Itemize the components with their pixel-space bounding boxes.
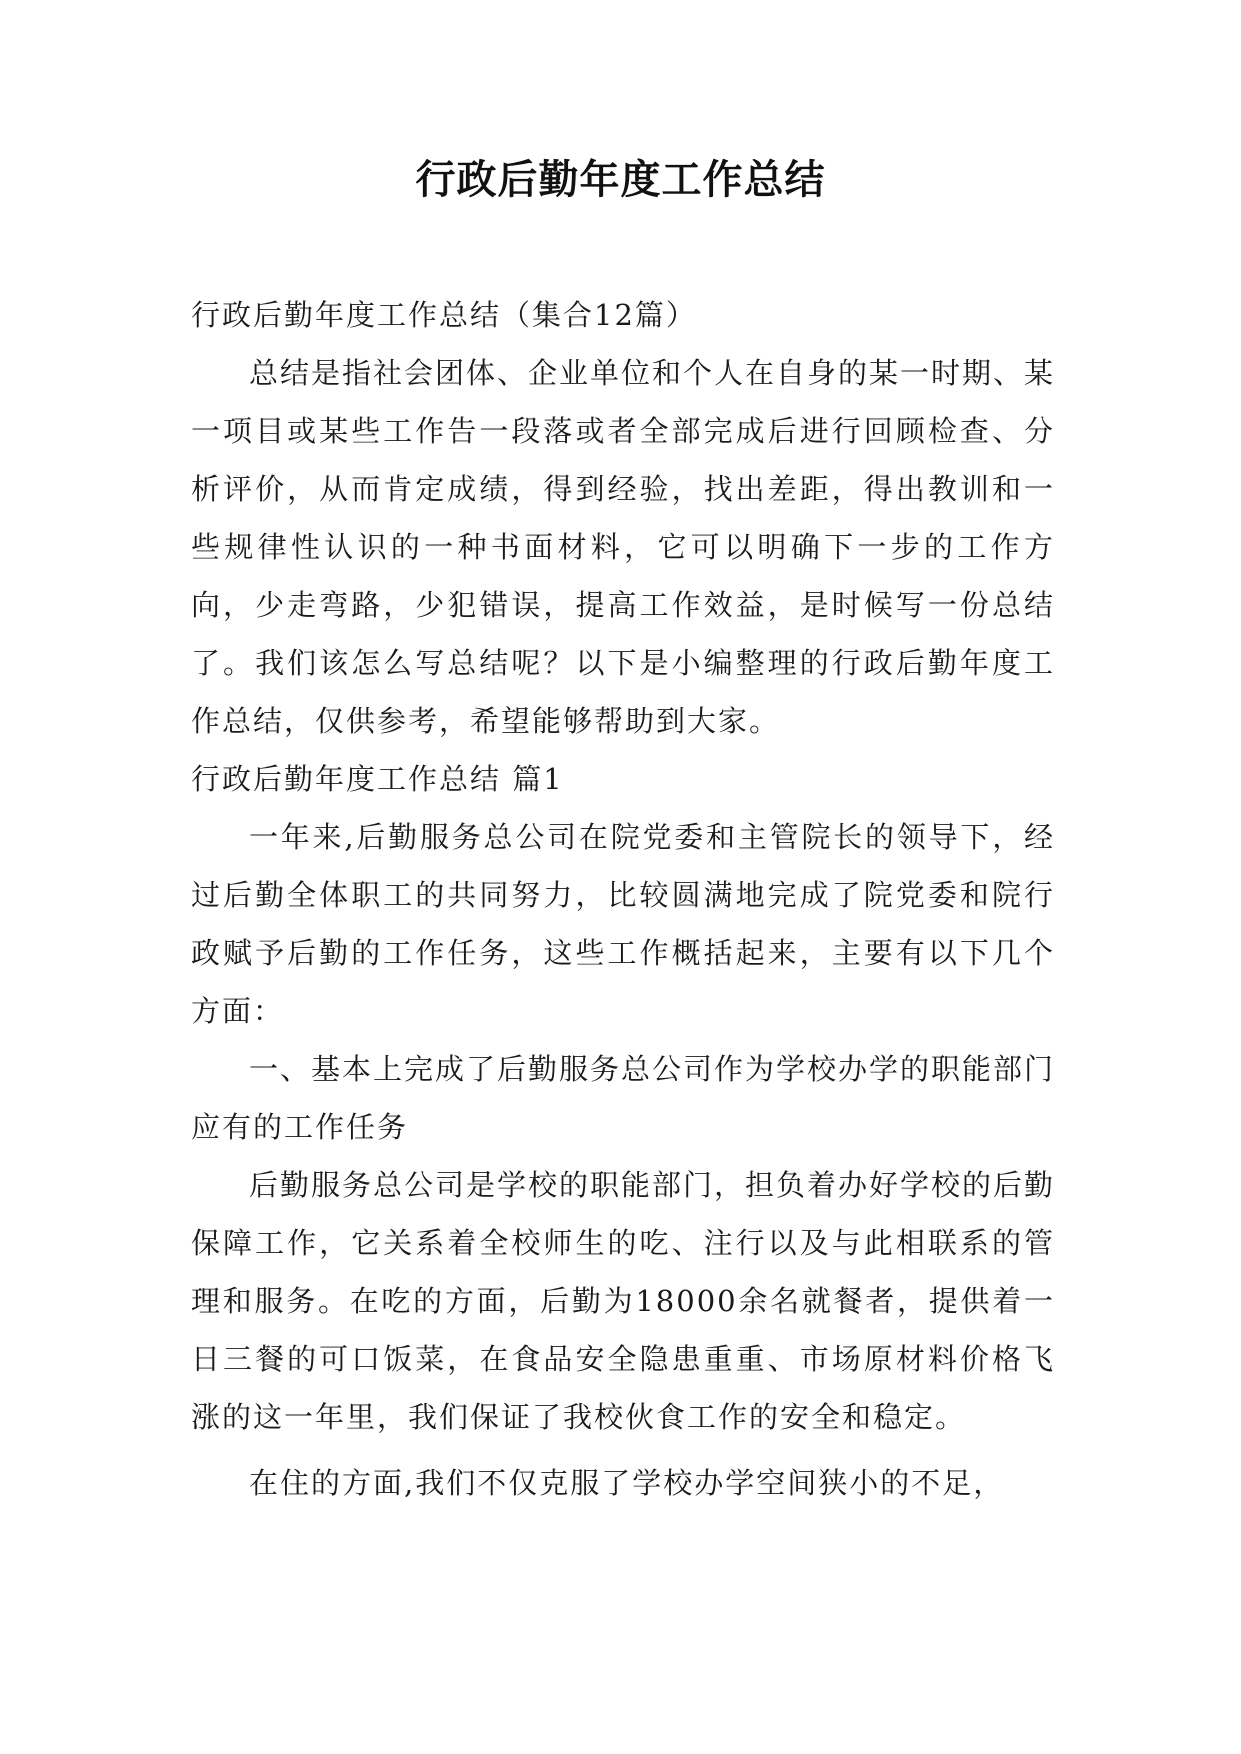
section-heading: 行政后勤年度工作总结 篇1 (191, 762, 564, 796)
paragraph-gap (191, 1446, 1055, 1454)
intro-paragraph: 总结是指社会团体、企业单位和个人在自身的某一时期、某一项目或某些工作告一段落或者全部完成后进行回顾检查、分析评价，从而肯定成绩，得到经验，找出差距，得出教训和一些规律性认识的一种书面材料，它可以明确下一步的工作方向，少走弯路，少犯错误，提高工作效益，是时候写一份总结了。我们该怎么写总结呢？以下是小编整理的行政后勤年度工作总结，仅供参考，希望能够帮助到大家。 (191, 356, 1056, 738)
body-paragraph: 在住的方面,我们不仅克服了学校办学空间狭小的不足， (249, 1466, 1005, 1500)
subtitle-line: 行政后勤年度工作总结（集合12篇） (191, 298, 697, 332)
document-body (191, 286, 1055, 1512)
document-title: 行政后勤年度工作总结 (415, 157, 826, 203)
body-paragraph: 后勤服务总公司是学校的职能部门，担负着办好学校的后勤保障工作，它关系着全校师生的吃、注行以及与此相联系的管理和服务。在吃的方面，后勤为18000余名就餐者，提供着一日三餐的可口饭菜，在食品安全隐患重重、市场原材料价格飞涨的这一年里，我们保证了我校伙食工作的安全和稳定。 (191, 1168, 1056, 1434)
body-paragraph: 一年来,后勤服务总公司在院党委和主管院长的领导下，经过后勤全体职工的共同努力，比较圆满地完成了院党委和院行政赋予后勤的工作任务，这些工作概括起来，主要有以下几个方面： (191, 820, 1055, 1028)
body-paragraph: 一、基本上完成了后勤服务总公司作为学校办学的职能部门应有的工作任务 (191, 1052, 1056, 1144)
